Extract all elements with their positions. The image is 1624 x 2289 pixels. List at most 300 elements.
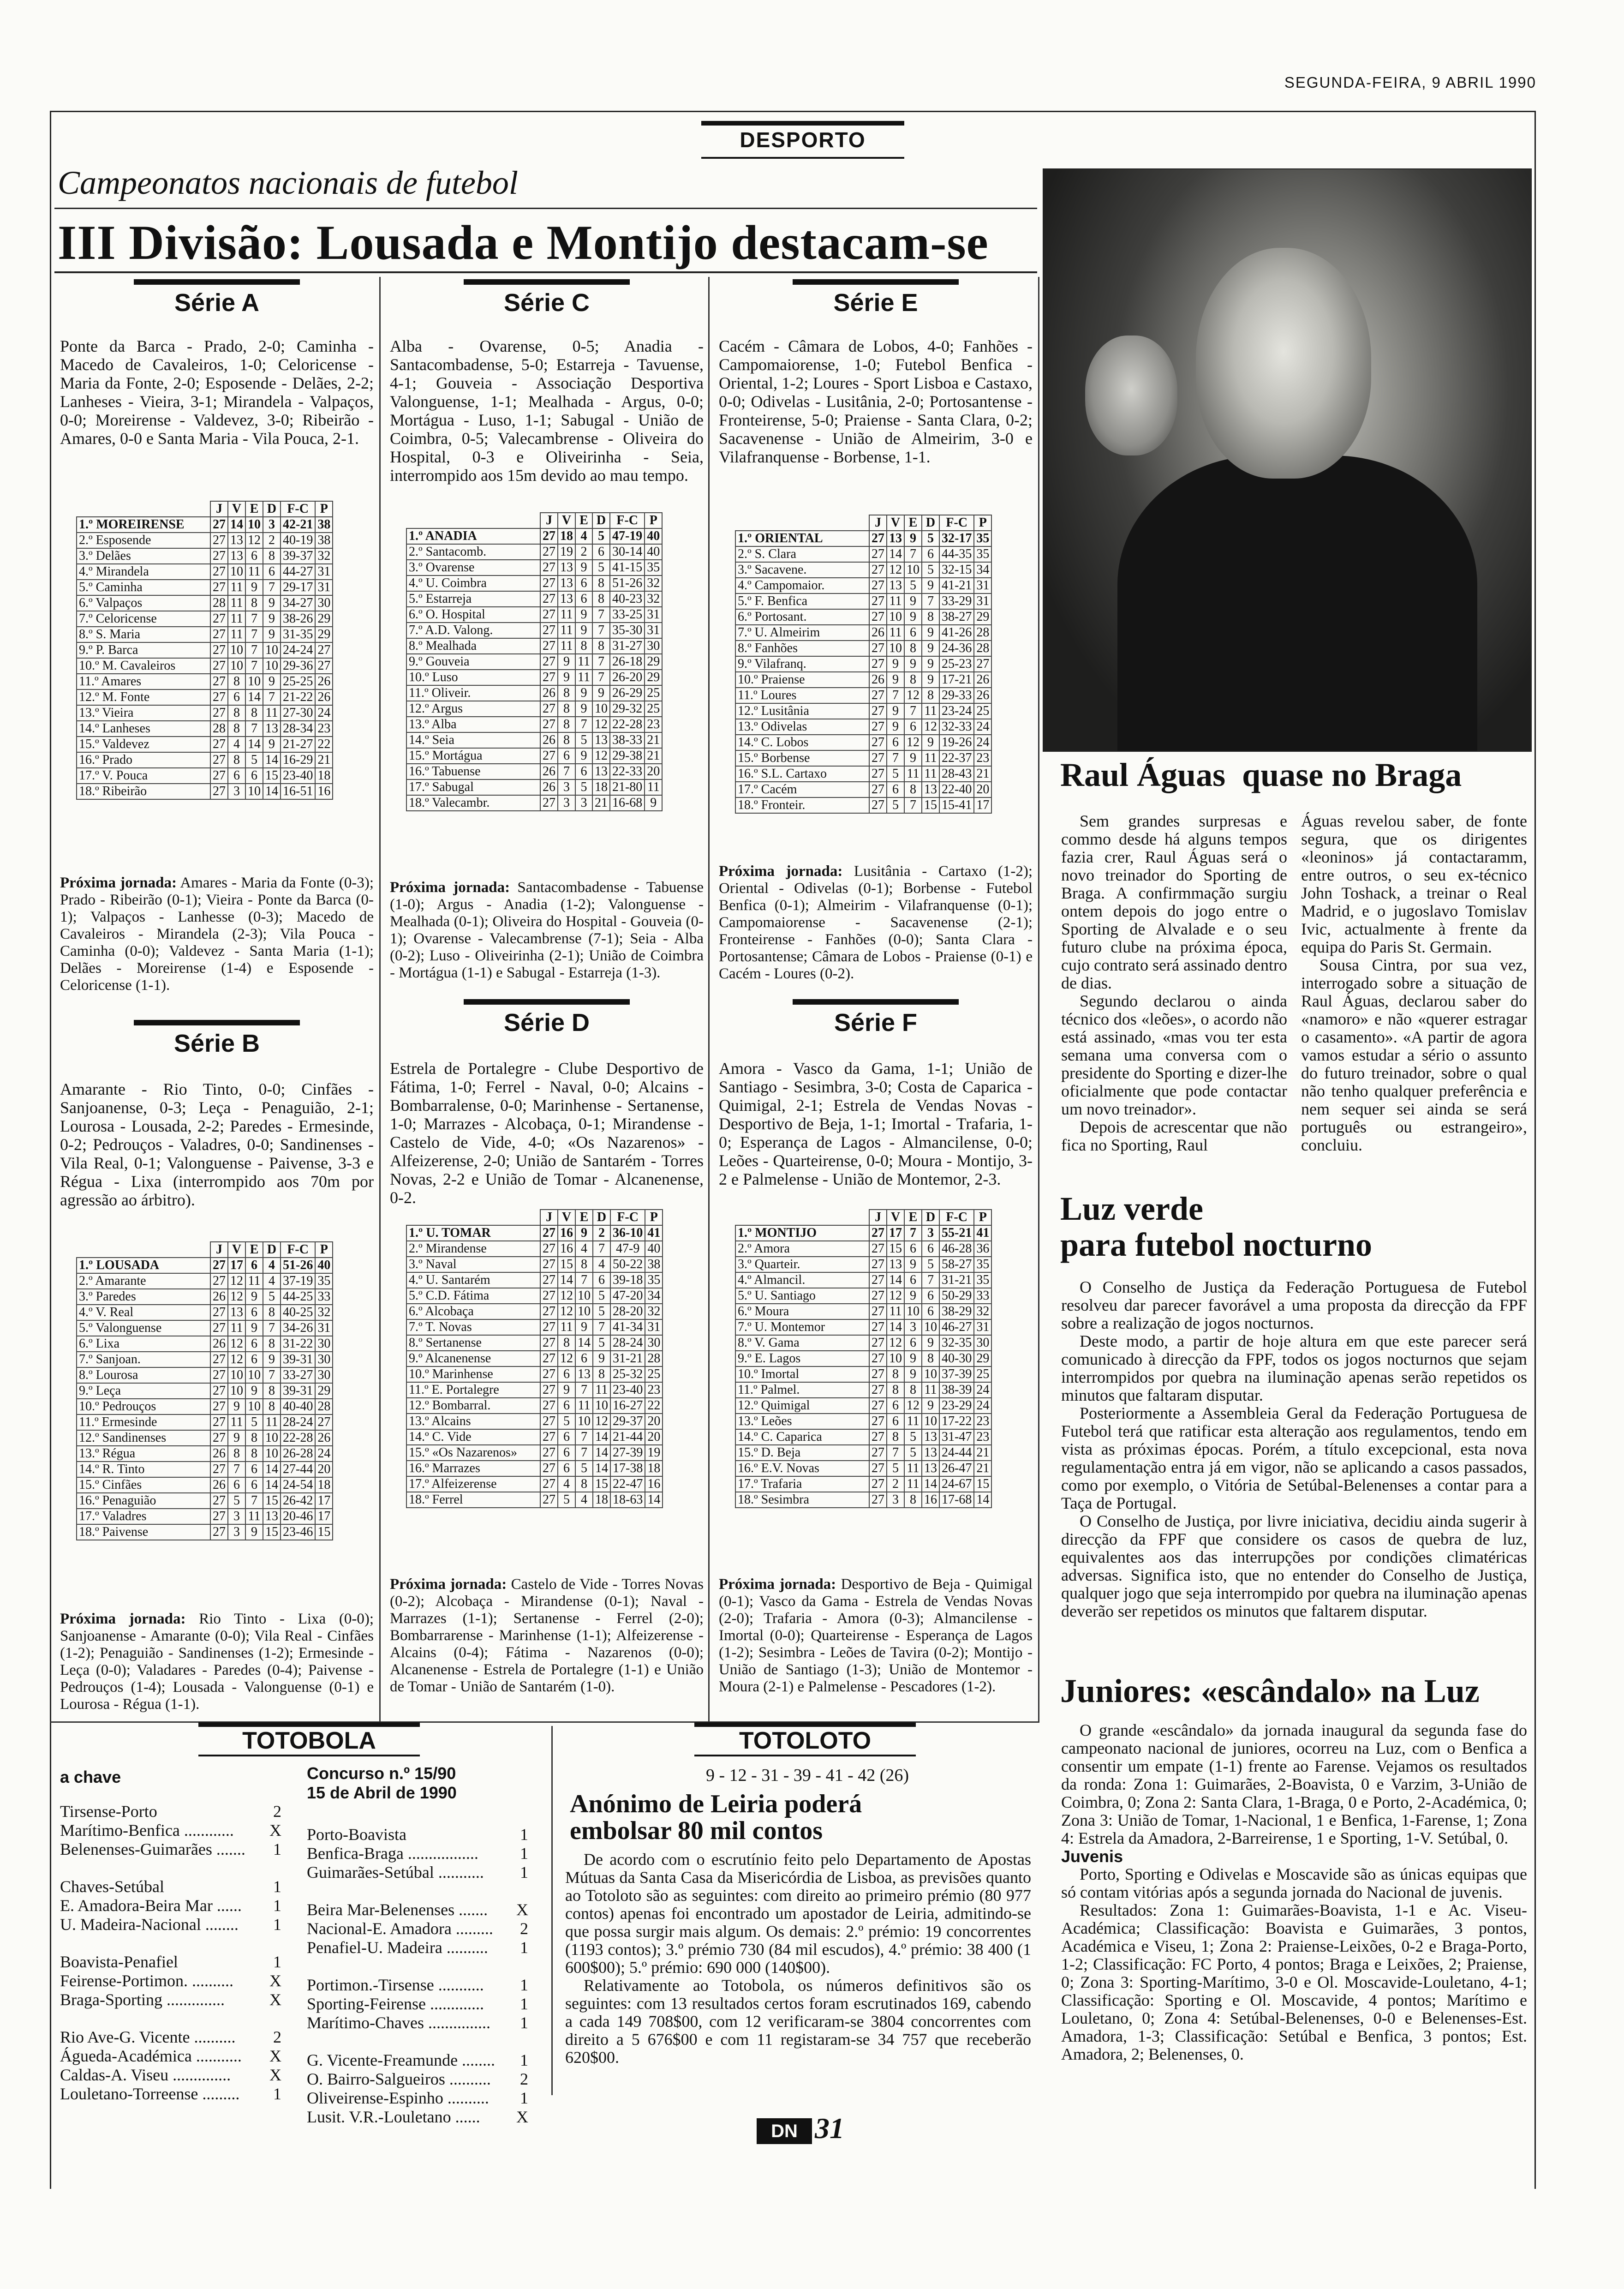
table-cell: 11: [245, 564, 263, 580]
team-name: 14.º C. Vide: [406, 1429, 540, 1445]
table-cell: 29-38: [610, 748, 645, 764]
table-cell: 26: [974, 688, 991, 703]
table-cell: 20: [974, 782, 991, 797]
table-header-cell: D: [263, 501, 281, 517]
table-cell: 8: [558, 732, 575, 748]
match-result: 2: [273, 1802, 281, 1821]
match-name: Chaves-Setúbal: [60, 1877, 164, 1896]
team-name: 5.º U. Santiago: [735, 1288, 869, 1304]
table-cell: 8: [904, 641, 922, 656]
team-name: 8.º Lourosa: [77, 1367, 210, 1383]
table-cell: 26: [315, 1430, 333, 1446]
table-cell: 25: [974, 1366, 991, 1382]
table-cell: 31: [315, 1320, 333, 1336]
table-cell: 21: [974, 1461, 991, 1476]
table-cell: 11: [263, 1414, 281, 1430]
table-cell: 27: [869, 1304, 887, 1319]
table-cell: 27: [974, 656, 991, 672]
table-cell: 7: [887, 750, 904, 766]
table-cell: 12: [887, 1335, 904, 1351]
table-row: [77, 1352, 333, 1367]
table-cell: 7: [245, 658, 263, 674]
next-round-label: Próxima jornada:: [60, 1611, 186, 1627]
table-cell: 27: [540, 607, 558, 623]
table-row: [406, 779, 662, 795]
table-row: [735, 1319, 991, 1335]
team-name: 8.º V. Gama: [735, 1335, 869, 1351]
table-cell: 6: [904, 1272, 922, 1288]
table-cell: 23: [974, 1429, 991, 1445]
table-cell: 7: [245, 721, 263, 737]
table-cell: 16: [645, 1476, 663, 1492]
match-name: Boavista-Penafiel: [60, 1953, 178, 1971]
table-cell: 27: [869, 797, 887, 813]
table-cell: 9: [575, 701, 592, 717]
table-row: [406, 1241, 663, 1257]
table-cell: 12: [592, 717, 610, 732]
table-header-cell: V: [228, 501, 245, 517]
table-row: [735, 546, 991, 562]
series-results: Cacém - Câmara de Lobos, 4-0; Fanhões - Campomaiorense, 1-0; Futebol Benfica - Oriental, 1-2; Loures - Sport Lisboa e Castaxo, 0-0; Odivelas - Lusitânia, 2-0; Portosantense - Fronteirense, 5-0; Praiense - Santa Clara, 0-2; Sacavenense - União de Almeirim, 3-0 e Vilafranquense - Borbense, 1-1.: [719, 337, 1033, 466]
table-row: [406, 701, 662, 717]
team-name: 15.º Mortágua: [406, 748, 540, 764]
table-cell: 35: [974, 1257, 991, 1272]
match-result: 1: [520, 1844, 528, 1863]
table-cell: 33: [974, 1288, 991, 1304]
table-cell: 3: [263, 517, 281, 533]
table-cell: 27: [540, 623, 558, 638]
table-cell: 8: [904, 1492, 922, 1508]
table-cell: 28: [974, 641, 991, 656]
table-cell: 27: [540, 638, 558, 654]
table-cell: 22-37: [939, 750, 974, 766]
table-row: [735, 782, 991, 797]
table-cell: 27: [210, 1273, 228, 1289]
table-row: [77, 737, 333, 752]
table-cell: 3: [558, 779, 575, 795]
series-results: Amarante - Rio Tinto, 0-0; Cinfães - Sanjoanense, 0-3; Leça - Penaguião, 2-1; Lourosa - Lousada, 2-2; Paredes - Ermesinde, 0-2; Pedrouços - Valadres, 0-0; Sandinenses - Vila Real, 0-1; Valonguense - Paivense, 3-3 e Régua - Lixa (interrompido aos 70m por agressão ao árbitro).: [60, 1080, 374, 1209]
match-result: 1: [520, 1938, 528, 1957]
team-name: 2.º Esposende: [77, 533, 210, 548]
table-cell: 13: [922, 1445, 939, 1461]
table-cell: 11: [593, 1382, 610, 1398]
table-cell: 7: [245, 642, 263, 658]
table-row: [77, 595, 333, 611]
table-cell: 9: [245, 1289, 263, 1305]
team-name: 9.º Gouveia: [406, 654, 540, 670]
team-name: 3.º Paredes: [77, 1289, 210, 1305]
table-row: [77, 611, 333, 627]
table-cell: 9: [575, 560, 592, 575]
table-cell: 30-14: [610, 544, 645, 560]
table-cell: 8: [228, 674, 245, 689]
table-cell: 18: [592, 779, 610, 795]
headline: III Divisão: Lousada e Montijo destacam-se: [58, 216, 989, 270]
table-cell: 10: [228, 642, 245, 658]
table-cell: 10: [887, 641, 904, 656]
table-cell: 6: [592, 544, 610, 560]
series-title: Série C: [503, 289, 590, 317]
table-cell: 6: [558, 1429, 575, 1445]
table-row: [735, 531, 991, 546]
table-cell: 31: [315, 580, 333, 595]
next-round-text: Castelo de Vide - Torres Novas (0-2); Alcobaça - Mirandense (0-1); Naval - Marrazes (1-1); Sertanense - Ferrel (2-0); Bombarrarense - Marinhense (1-1); Alfeizerense - Alcains (0-4); Fátima - Nazarenos (0-0); Alcanenense - Estrela de Portalegre (1-1) e União de Tomar - União de Santarém (1-0).: [390, 1576, 704, 1695]
team-name: 17.º Valadres: [77, 1509, 210, 1524]
table-cell: 6: [575, 1351, 593, 1366]
table-cell: 5: [593, 1304, 610, 1319]
team-name: 17.º Alfeizerense: [406, 1476, 540, 1492]
table-cell: 27: [540, 1225, 558, 1241]
raul-column-1: Sem grandes surpresas e commo desde há alguns tempos fazia crer, Raul Águas será o novo treinador do Sporting de Braga. A confirmmação surgiu ontem depois do jogo entre o Sporting de Alvalade e o seu futuro clube na próxima época, cujo contrato será assinado dentro de dias. Segundo declarou o ainda técnico dos «leões», o acordo não está assinado, «mas vou ter esta semana uma conversa com o presidente do Sporting e dizer-lhe oficialmente que pode contactar um novo treinador». Depois de acrescentar que não fica no Sporting, Raul: [1061, 812, 1287, 1154]
table-cell: 5: [593, 1288, 610, 1304]
table-cell: 28-34: [281, 721, 315, 737]
table-header-cell: V: [558, 1210, 575, 1225]
table-row: [406, 1492, 663, 1508]
table-cell: 11: [575, 670, 592, 685]
table-cell: 35: [974, 546, 991, 562]
table-cell: 14: [922, 1476, 939, 1492]
table-cell: 27: [869, 531, 887, 546]
table-header-cell: J: [540, 513, 558, 528]
match-name: Feirense-Portimon. ..........: [60, 1971, 233, 1990]
table-row: [77, 768, 333, 784]
table-cell: 16-68: [610, 795, 645, 811]
table-header-cell: P: [974, 515, 991, 531]
table-cell: 27: [869, 1382, 887, 1398]
table-cell: 7: [887, 688, 904, 703]
table-cell: 18: [315, 1477, 333, 1493]
table-cell: 10: [593, 1398, 610, 1414]
next-round-label: Próxima jornada:: [60, 875, 177, 891]
table-row: [77, 705, 333, 721]
series-bar: [134, 1020, 300, 1025]
match-name: Braga-Sporting ..............: [60, 1990, 225, 2009]
team-name: 4.º V. Real: [77, 1305, 210, 1320]
table-cell: 9: [558, 654, 575, 670]
table-cell: 9: [592, 685, 610, 701]
table-header-cell: E: [904, 515, 922, 531]
team-name: 15.º «Os Nazarenos»: [406, 1445, 540, 1461]
table-cell: 27: [210, 1414, 228, 1430]
table-header-cell: J: [210, 1242, 228, 1258]
team-name: 1.º LOUSADA: [77, 1258, 210, 1273]
match-result: X: [269, 2066, 281, 2084]
totobola-match: [307, 1938, 528, 1957]
table-cell: 27: [869, 750, 887, 766]
table-cell: 8: [228, 721, 245, 737]
table-cell: 27: [540, 1476, 558, 1492]
table-cell: 11: [558, 623, 575, 638]
newspaper-logo: DN: [757, 2118, 812, 2144]
match-result: X: [269, 1990, 281, 2009]
table-cell: 32-17: [939, 531, 974, 546]
table-cell: 5: [887, 797, 904, 813]
table-cell: 12: [245, 533, 263, 548]
table-row: [735, 1225, 991, 1241]
table-cell: 28-24: [610, 1335, 645, 1351]
table-row: [406, 1351, 663, 1366]
table-cell: 7: [245, 1493, 263, 1509]
totoloto-numbers: 9 - 12 - 31 - 39 - 41 - 42 (26): [705, 1766, 909, 1785]
table-row: [406, 1445, 663, 1461]
table-cell: 27: [210, 674, 228, 689]
table-cell: 9: [558, 670, 575, 685]
table-row: [77, 564, 333, 580]
table-cell: 47-9: [610, 1241, 645, 1257]
table-cell: 9: [228, 1430, 245, 1446]
table-cell: 6: [575, 591, 592, 607]
table-row: [406, 1366, 663, 1382]
team-name: 11.º Amares: [77, 674, 210, 689]
table-row: [735, 1414, 991, 1429]
table-cell: 9: [263, 627, 281, 642]
table-cell: 27: [540, 1304, 558, 1319]
team-name: 15.º Cinfães: [77, 1477, 210, 1493]
match-name: Louletano-Torreense .........: [60, 2085, 240, 2103]
table-cell: 28: [315, 1399, 333, 1414]
table-cell: 9: [593, 1351, 610, 1366]
team-name: 9.º E. Lagos: [735, 1351, 869, 1366]
team-name: 3.º Delães: [77, 548, 210, 564]
next-round-label: Próxima jornada:: [719, 863, 843, 880]
table-cell: 10: [592, 701, 610, 717]
table-cell: 30: [315, 595, 333, 611]
team-name: 5.º Valonguense: [77, 1320, 210, 1336]
table-cell: 40: [645, 544, 662, 560]
table-row: [406, 575, 662, 591]
table-cell: 10: [263, 658, 281, 674]
match-name: G. Vicente-Freamunde ........: [307, 2051, 496, 2069]
table-row: [406, 1272, 663, 1288]
table-cell: 41: [645, 1225, 663, 1241]
team-name: 13.º Alba: [406, 717, 540, 732]
table-cell: 6: [575, 764, 592, 779]
match-result: 2: [520, 2070, 528, 2088]
table-cell: 26: [210, 1289, 228, 1305]
table-row: [77, 1509, 333, 1524]
table-cell: 8: [575, 1476, 593, 1492]
table-cell: 29: [974, 1351, 991, 1366]
table-cell: 23: [315, 721, 333, 737]
table-cell: 3: [228, 784, 245, 799]
table-cell: 27: [210, 642, 228, 658]
table-cell: 40: [315, 1258, 333, 1273]
table-cell: 9: [575, 623, 592, 638]
table-cell: 34: [645, 1288, 663, 1304]
table-cell: 14: [593, 1429, 610, 1445]
table-cell: 23-24: [939, 703, 974, 719]
table-cell: 11: [922, 703, 939, 719]
table-cell: 8: [592, 575, 610, 591]
table-row: [406, 544, 662, 560]
table-cell: 27: [540, 1398, 558, 1414]
table-row: [735, 1351, 991, 1366]
table-cell: 12: [593, 1414, 610, 1429]
match-result: 1: [520, 2013, 528, 2032]
team-name: 4.º Campomaior.: [735, 578, 869, 593]
table-cell: 8: [228, 1446, 245, 1462]
team-name: 7.º Sanjoan.: [77, 1352, 210, 1367]
table-cell: 5: [922, 531, 939, 546]
table-cell: 26-47: [939, 1461, 974, 1476]
table-cell: 11: [904, 766, 922, 782]
table-cell: 19: [558, 544, 575, 560]
table-cell: 28-20: [610, 1304, 645, 1319]
table-cell: 38-27: [939, 609, 974, 625]
table-cell: 24: [974, 1382, 991, 1398]
table-cell: 26: [540, 685, 558, 701]
team-name: 16.º Penaguião: [77, 1493, 210, 1509]
team-name: 11.º Oliveir.: [406, 685, 540, 701]
table-cell: 12: [922, 719, 939, 735]
table-row: [735, 1257, 991, 1272]
team-name: 14.º C. Lobos: [735, 735, 869, 750]
match-name: Nacional-E. Amadora .........: [307, 1919, 493, 1938]
table-row: [735, 1461, 991, 1476]
table-cell: 16: [922, 1492, 939, 1508]
match-result: 1: [520, 2089, 528, 2107]
table-cell: 39-18: [610, 1272, 645, 1288]
table-cell: 9: [245, 580, 263, 595]
match-name: Portimon.-Tirsense ...........: [307, 1976, 484, 1994]
team-name: 13.º Odivelas: [735, 719, 869, 735]
table-cell: 30: [645, 1335, 663, 1351]
table-cell: 13: [887, 578, 904, 593]
table-row: [77, 674, 333, 689]
series-results: Ponte da Barca - Prado, 2-0; Caminha - Macedo de Cavaleiros, 1-0; Celoricense - Maria da Fonte, 2-0; Esposende - Delães, 2-2; Lanheses - Vieira, 3-1; Mirandela - Valpaços, 0-0; Moreirense - Valdevez, 3-0; Ribeirão - Amares, 0-0 e Santa Maria - Vila Pouca, 2-1.: [60, 337, 374, 448]
table-cell: 27: [869, 1319, 887, 1335]
table-cell: 3: [922, 1225, 939, 1241]
table-cell: 11: [245, 1273, 263, 1289]
table-cell: 33-29: [939, 593, 974, 609]
standings-table: [406, 1209, 663, 1508]
team-name: 7.º T. Novas: [406, 1319, 540, 1335]
table-cell: 36-10: [610, 1225, 645, 1241]
table-cell: 27: [210, 533, 228, 548]
table-cell: 10: [904, 562, 922, 578]
table-cell: 33-25: [610, 607, 645, 623]
table-cell: 39-37: [281, 548, 315, 564]
table-cell: 13: [228, 1305, 245, 1320]
table-cell: 6: [245, 1305, 263, 1320]
table-cell: 31: [645, 623, 662, 638]
table-row: [77, 642, 333, 658]
table-cell: 14: [245, 737, 263, 752]
team-name: 13.º Leões: [735, 1414, 869, 1429]
table-cell: 9: [228, 1399, 245, 1414]
table-row: [735, 562, 991, 578]
standings-table: [76, 1241, 333, 1540]
table-cell: 27: [869, 1241, 887, 1257]
table-cell: 21: [974, 1445, 991, 1461]
next-round-text: Lusitânia - Cartaxo (1-2); Oriental - Odivelas (0-1); Borbense - Futebol Benfica (0-1); Almeirim - Vilafranquense (0-1); Campomaiorense - Sacavenense (2-1); Fronteirense - Fanhões (0-0); Santa Clara - Portosantense; Câmara de Lobos - Praiense (0-1) e Cacém - Loures (0-2).: [719, 863, 1033, 982]
table-row: [77, 1273, 333, 1289]
table-row: [77, 548, 333, 564]
table-cell: 27: [210, 1493, 228, 1509]
table-cell: 9: [904, 1288, 922, 1304]
table-cell: 5: [904, 1429, 922, 1445]
table-cell: 27: [540, 748, 558, 764]
table-cell: 8: [593, 1366, 610, 1382]
table-cell: 38: [315, 533, 333, 548]
table-cell: 13: [592, 732, 610, 748]
team-name: 3.º Ovarense: [406, 560, 540, 575]
table-header-cell: D: [592, 513, 610, 528]
column-rule: [708, 277, 710, 1721]
table-row: [406, 795, 662, 811]
table-cell: 27: [210, 1509, 228, 1524]
table-cell: 9: [575, 607, 592, 623]
series-title: Série A: [174, 289, 260, 317]
table-cell: 23-29: [939, 1398, 974, 1414]
table-cell: 9: [904, 750, 922, 766]
team-name: 12.º Argus: [406, 701, 540, 717]
table-cell: 6: [245, 1336, 263, 1352]
table-cell: 19-26: [939, 735, 974, 750]
table-row: [77, 1383, 333, 1399]
table-cell: 25: [645, 1366, 663, 1382]
table-cell: 10: [245, 1367, 263, 1383]
table-cell: 26: [974, 672, 991, 688]
table-cell: 8: [922, 688, 939, 703]
match-name: Benfica-Braga .................: [307, 1844, 478, 1863]
table-cell: 27: [210, 1430, 228, 1446]
table-cell: 58-27: [939, 1257, 974, 1272]
table-cell: 27: [869, 782, 887, 797]
table-cell: 7: [904, 797, 922, 813]
table-cell: 8: [245, 595, 263, 611]
table-cell: 8: [922, 1351, 939, 1366]
luz-headline: Luz verde para futebol nocturno: [1060, 1190, 1373, 1263]
table-row: [77, 1399, 333, 1414]
table-row: [735, 1445, 991, 1461]
team-name: 7.º U. Almeirim: [735, 625, 869, 641]
team-name: 10.º Praiense: [735, 672, 869, 688]
table-cell: 11: [645, 779, 662, 795]
table-cell: 11: [558, 638, 575, 654]
table-cell: 46-28: [939, 1241, 974, 1257]
team-name: 5.º Estarreja: [406, 591, 540, 607]
table-cell: 27: [869, 1445, 887, 1461]
table-cell: 24-24: [281, 642, 315, 658]
table-cell: 31: [645, 1319, 663, 1335]
table-row: [406, 764, 662, 779]
table-cell: 11: [558, 1319, 575, 1335]
table-cell: 29: [645, 654, 662, 670]
match-result: 1: [520, 1863, 528, 1882]
table-cell: 3: [887, 1492, 904, 1508]
table-cell: 6: [904, 1241, 922, 1257]
table-cell: 27: [869, 1272, 887, 1288]
table-row: [735, 1241, 991, 1257]
team-name: 18.º Fronteir.: [735, 797, 869, 813]
team-name: 6.º O. Hospital: [406, 607, 540, 623]
team-name: 11.º Loures: [735, 688, 869, 703]
table-header-cell: V: [887, 515, 904, 531]
table-cell: 6: [245, 1477, 263, 1493]
table-cell: 8: [887, 1366, 904, 1382]
table-row: [406, 1288, 663, 1304]
table-cell: 26: [210, 1336, 228, 1352]
table-cell: 9: [575, 685, 592, 701]
table-cell: 37-19: [281, 1273, 315, 1289]
match-name: Águeda-Académica ...........: [60, 2047, 242, 2065]
table-cell: 12: [904, 1398, 922, 1414]
table-cell: 30: [645, 638, 662, 654]
table-cell: 7: [887, 1445, 904, 1461]
table-cell: 17: [315, 1509, 333, 1524]
team-name: 12.º Sandinenses: [77, 1430, 210, 1446]
